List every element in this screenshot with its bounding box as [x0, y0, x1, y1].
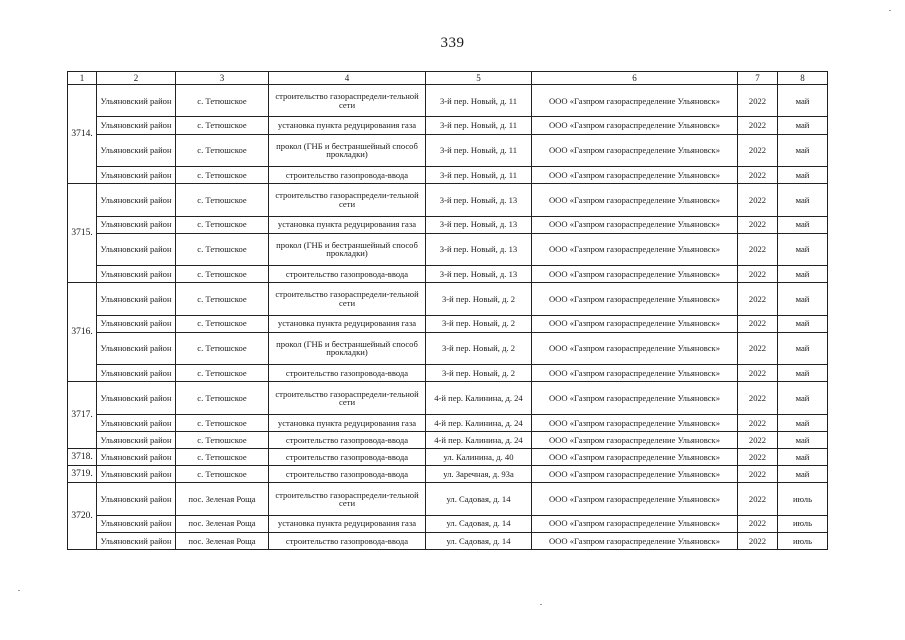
district-cell: Ульяновский район — [97, 431, 176, 448]
locality-cell: с. Тетюшское — [176, 266, 269, 283]
year-cell: 2022 — [738, 483, 778, 515]
address-cell: 3-й пер. Новый, д. 11 — [426, 117, 532, 134]
locality-cell: с. Тетюшское — [176, 414, 269, 431]
work-type-cell: строительство газопровода-ввода — [269, 365, 426, 382]
district-cell: Ульяновский район — [97, 448, 176, 465]
month-cell: июль — [778, 532, 828, 549]
table-row — [68, 431, 828, 448]
work-type-cell: строительство газопровода-ввода — [269, 166, 426, 183]
organization-cell: ООО «Газпром газораспределение Ульяновск» — [532, 315, 738, 332]
organization-cell: ООО «Газпром газораспределение Ульяновск» — [532, 85, 738, 117]
work-type-cell: установка пункта редуцирования газа — [269, 515, 426, 532]
district-cell: Ульяновский район — [97, 315, 176, 332]
work-type-cell: прокол (ГНБ и бестраншейный способ прокладки) — [269, 134, 426, 166]
table-row — [68, 448, 828, 465]
organization-cell: ООО «Газпром газораспределение Ульяновск» — [532, 117, 738, 134]
district-cell: Ульяновский район — [97, 332, 176, 364]
organization-cell: ООО «Газпром газораспределение Ульяновск» — [532, 266, 738, 283]
year-cell: 2022 — [738, 184, 778, 216]
locality-cell: пос. Зеленая Роща — [176, 483, 269, 515]
column-header: 6 — [532, 72, 738, 85]
district-cell: Ульяновский район — [97, 515, 176, 532]
entry-number: 3714. — [68, 85, 97, 184]
work-type-cell: строительство газораспредели-тельной сети — [269, 85, 426, 117]
address-cell: 3-й пер. Новый, д. 11 — [426, 134, 532, 166]
page-number: 339 — [440, 35, 465, 51]
table-row — [68, 365, 828, 382]
table-row — [68, 414, 828, 431]
address-cell: ул. Калинина, д. 40 — [426, 448, 532, 465]
work-type-cell: строительство газораспредели-тельной сети — [269, 283, 426, 315]
work-type-cell: строительство газопровода-ввода — [269, 266, 426, 283]
table-row — [68, 483, 828, 515]
organization-cell: ООО «Газпром газораспределение Ульяновск» — [532, 466, 738, 483]
table-row — [68, 382, 828, 414]
district-cell: Ульяновский район — [97, 134, 176, 166]
organization-cell: ООО «Газпром газораспределение Ульяновск» — [532, 166, 738, 183]
district-cell: Ульяновский район — [97, 117, 176, 134]
table-row — [68, 515, 828, 532]
year-cell: 2022 — [738, 532, 778, 549]
district-cell: Ульяновский район — [97, 166, 176, 183]
year-cell: 2022 — [738, 283, 778, 315]
table-row — [68, 166, 828, 183]
organization-cell: ООО «Газпром газораспределение Ульяновск» — [532, 332, 738, 364]
district-cell: Ульяновский район — [97, 466, 176, 483]
entry-number: 3718. — [68, 448, 97, 465]
locality-cell: с. Тетюшское — [176, 382, 269, 414]
locality-cell: пос. Зеленая Роща — [176, 515, 269, 532]
month-cell: май — [778, 134, 828, 166]
table-row — [68, 184, 828, 216]
month-cell: май — [778, 216, 828, 233]
locality-cell: с. Тетюшское — [176, 283, 269, 315]
district-cell: Ульяновский район — [97, 365, 176, 382]
year-cell: 2022 — [738, 515, 778, 532]
address-cell: 3-й пер. Новый, д. 11 — [426, 166, 532, 183]
year-cell: 2022 — [738, 166, 778, 183]
column-header: 8 — [778, 72, 828, 85]
year-cell: 2022 — [738, 466, 778, 483]
column-header: 2 — [97, 72, 176, 85]
year-cell: 2022 — [738, 365, 778, 382]
entry-number: 3716. — [68, 283, 97, 382]
table-row — [68, 315, 828, 332]
scan-speck — [18, 590, 20, 591]
scan-speck — [889, 10, 891, 11]
month-cell: май — [778, 315, 828, 332]
column-header: 4 — [269, 72, 426, 85]
month-cell: май — [778, 283, 828, 315]
month-cell: май — [778, 448, 828, 465]
month-cell: май — [778, 184, 828, 216]
table-row — [68, 332, 828, 364]
address-cell: 3-й пер. Новый, д. 13 — [426, 184, 532, 216]
organization-cell: ООО «Газпром газораспределение Ульяновск» — [532, 216, 738, 233]
year-cell: 2022 — [738, 266, 778, 283]
organization-cell: ООО «Газпром газораспределение Ульяновск» — [532, 483, 738, 515]
work-type-cell: строительство газопровода-ввода — [269, 466, 426, 483]
address-cell: ул. Садовая, д. 14 — [426, 532, 532, 549]
work-type-cell: строительство газопровода-ввода — [269, 532, 426, 549]
district-cell: Ульяновский район — [97, 483, 176, 515]
district-cell: Ульяновский район — [97, 283, 176, 315]
locality-cell: с. Тетюшское — [176, 85, 269, 117]
locality-cell: пос. Зеленая Роща — [176, 532, 269, 549]
table-body — [68, 72, 828, 550]
address-cell: 3-й пер. Новый, д. 13 — [426, 233, 532, 265]
locality-cell: с. Тетюшское — [176, 134, 269, 166]
organization-cell: ООО «Газпром газораспределение Ульяновск» — [532, 184, 738, 216]
address-cell: 3-й пер. Новый, д. 2 — [426, 332, 532, 364]
locality-cell: с. Тетюшское — [176, 216, 269, 233]
year-cell: 2022 — [738, 448, 778, 465]
locality-cell: с. Тетюшское — [176, 365, 269, 382]
table-row — [68, 283, 828, 315]
month-cell: май — [778, 466, 828, 483]
address-cell: 4-й пер. Калинина, д. 24 — [426, 382, 532, 414]
address-cell: ул. Садовая, д. 14 — [426, 515, 532, 532]
organization-cell: ООО «Газпром газораспределение Ульяновск» — [532, 134, 738, 166]
entry-number: 3720. — [68, 483, 97, 550]
year-cell: 2022 — [738, 431, 778, 448]
month-cell: май — [778, 266, 828, 283]
address-cell: 4-й пер. Калинина, д. 24 — [426, 414, 532, 431]
year-cell: 2022 — [738, 117, 778, 134]
column-header: 5 — [426, 72, 532, 85]
district-cell: Ульяновский район — [97, 184, 176, 216]
table-row — [68, 117, 828, 134]
month-cell: май — [778, 332, 828, 364]
column-header: 7 — [738, 72, 778, 85]
locality-cell: с. Тетюшское — [176, 166, 269, 183]
locality-cell: с. Тетюшское — [176, 117, 269, 134]
table-row — [68, 85, 828, 117]
year-cell: 2022 — [738, 233, 778, 265]
address-cell: 3-й пер. Новый, д. 2 — [426, 365, 532, 382]
organization-cell: ООО «Газпром газораспределение Ульяновск» — [532, 515, 738, 532]
year-cell: 2022 — [738, 134, 778, 166]
month-cell: май — [778, 431, 828, 448]
year-cell: 2022 — [738, 315, 778, 332]
work-type-cell: установка пункта редуцирования газа — [269, 216, 426, 233]
work-type-cell: строительство газораспредели-тельной сети — [269, 483, 426, 515]
column-header: 1 — [68, 72, 97, 85]
organization-cell: ООО «Газпром газораспределение Ульяновск» — [532, 382, 738, 414]
work-type-cell: установка пункта редуцирования газа — [269, 414, 426, 431]
entry-number: 3717. — [68, 382, 97, 449]
month-cell: май — [778, 382, 828, 414]
district-cell: Ульяновский район — [97, 266, 176, 283]
locality-cell: с. Тетюшское — [176, 184, 269, 216]
organization-cell: ООО «Газпром газораспределение Ульяновск» — [532, 448, 738, 465]
month-cell: май — [778, 233, 828, 265]
header-row — [68, 72, 828, 85]
organization-cell: ООО «Газпром газораспределение Ульяновск» — [532, 283, 738, 315]
month-cell: май — [778, 365, 828, 382]
locality-cell: с. Тетюшское — [176, 315, 269, 332]
month-cell: май — [778, 85, 828, 117]
locality-cell: с. Тетюшское — [176, 466, 269, 483]
district-cell: Ульяновский район — [97, 85, 176, 117]
month-cell: май — [778, 117, 828, 134]
district-cell: Ульяновский район — [97, 532, 176, 549]
month-cell: май — [778, 414, 828, 431]
organization-cell: ООО «Газпром газораспределение Ульяновск» — [532, 365, 738, 382]
address-cell: 3-й пер. Новый, д. 2 — [426, 315, 532, 332]
district-cell: Ульяновский район — [97, 414, 176, 431]
organization-cell: ООО «Газпром газораспределение Ульяновск» — [532, 431, 738, 448]
locality-cell: с. Тетюшское — [176, 431, 269, 448]
address-cell: 3-й пер. Новый, д. 13 — [426, 266, 532, 283]
year-cell: 2022 — [738, 382, 778, 414]
work-type-cell: строительство газораспредели-тельной сети — [269, 184, 426, 216]
address-cell: 4-й пер. Калинина, д. 24 — [426, 431, 532, 448]
work-type-cell: прокол (ГНБ и бестраншейный способ прокладки) — [269, 332, 426, 364]
locality-cell: с. Тетюшское — [176, 448, 269, 465]
year-cell: 2022 — [738, 414, 778, 431]
district-cell: Ульяновский район — [97, 382, 176, 414]
work-type-cell: строительство газораспредели-тельной сети — [269, 382, 426, 414]
table-row — [68, 466, 828, 483]
year-cell: 2022 — [738, 216, 778, 233]
organization-cell: ООО «Газпром газораспределение Ульяновск» — [532, 414, 738, 431]
month-cell: июль — [778, 483, 828, 515]
registry-table — [67, 71, 828, 550]
address-cell: 3-й пер. Новый, д. 2 — [426, 283, 532, 315]
address-cell: 3-й пер. Новый, д. 13 — [426, 216, 532, 233]
table-row — [68, 216, 828, 233]
address-cell: 3-й пер. Новый, д. 11 — [426, 85, 532, 117]
district-cell: Ульяновский район — [97, 233, 176, 265]
locality-cell: с. Тетюшское — [176, 332, 269, 364]
organization-cell: ООО «Газпром газораспределение Ульяновск» — [532, 532, 738, 549]
table-row — [68, 233, 828, 265]
month-cell: июль — [778, 515, 828, 532]
scan-speck — [540, 604, 542, 605]
work-type-cell: установка пункта редуцирования газа — [269, 315, 426, 332]
organization-cell: ООО «Газпром газораспределение Ульяновск» — [532, 233, 738, 265]
work-type-cell: строительство газопровода-ввода — [269, 431, 426, 448]
year-cell: 2022 — [738, 85, 778, 117]
address-cell: ул. Заречная, д. 93а — [426, 466, 532, 483]
year-cell: 2022 — [738, 332, 778, 364]
entry-number: 3715. — [68, 184, 97, 283]
locality-cell: с. Тетюшское — [176, 233, 269, 265]
table-row — [68, 134, 828, 166]
table-row — [68, 266, 828, 283]
table-row — [68, 532, 828, 549]
entry-number: 3719. — [68, 466, 97, 483]
column-header: 3 — [176, 72, 269, 85]
work-type-cell: прокол (ГНБ и бестраншейный способ прокладки) — [269, 233, 426, 265]
district-cell: Ульяновский район — [97, 216, 176, 233]
work-type-cell: установка пункта редуцирования газа — [269, 117, 426, 134]
work-type-cell: строительство газопровода-ввода — [269, 448, 426, 465]
address-cell: ул. Садовая, д. 14 — [426, 483, 532, 515]
month-cell: май — [778, 166, 828, 183]
